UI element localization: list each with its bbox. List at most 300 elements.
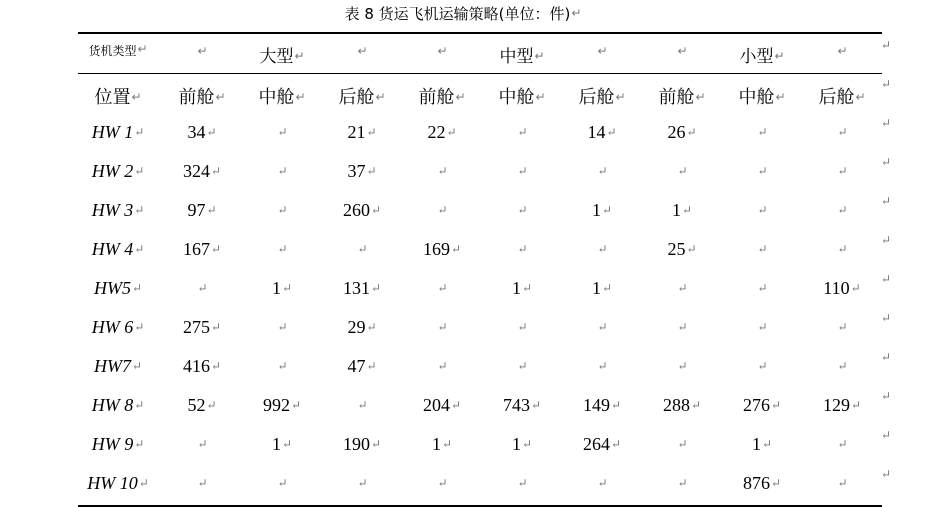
value-cell bbox=[484, 239, 560, 260]
header-position-1 bbox=[244, 83, 320, 109]
paragraph-mark-icon: ↵ bbox=[375, 90, 386, 104]
paragraph-mark-icon: ↵ bbox=[357, 398, 368, 412]
value-cell bbox=[164, 239, 240, 260]
value-cell bbox=[244, 239, 320, 260]
paragraph-mark-icon: ↵ bbox=[571, 6, 582, 20]
paragraph-mark-icon: ↵ bbox=[677, 476, 688, 490]
paragraph-mark-icon: ↵ bbox=[757, 164, 768, 178]
header-position-6-text: 前舱 bbox=[658, 87, 695, 108]
paragraph-mark-icon: ↵ bbox=[357, 242, 368, 256]
paragraph-mark-icon: ↵ bbox=[677, 164, 688, 178]
value-cell bbox=[244, 395, 320, 416]
row-end-mark-icon: ↵ bbox=[881, 467, 892, 481]
value-cell bbox=[484, 278, 560, 299]
value-cell bbox=[644, 278, 720, 299]
paragraph-mark-icon: ↵ bbox=[134, 164, 145, 178]
header-group-0 bbox=[244, 42, 320, 67]
paragraph-mark-icon: ↵ bbox=[757, 359, 768, 373]
value-cell bbox=[644, 161, 720, 182]
row-label-text: HW 2 bbox=[91, 161, 134, 181]
paragraph-mark-icon: ↵ bbox=[597, 359, 608, 373]
row-label bbox=[80, 395, 156, 416]
paragraph-mark-icon: ↵ bbox=[677, 44, 688, 58]
value-cell bbox=[324, 473, 400, 494]
paragraph-mark-icon: ↵ bbox=[530, 398, 542, 412]
paragraph-mark-icon: ↵ bbox=[281, 437, 293, 451]
paragraph-mark-icon: ↵ bbox=[197, 437, 208, 451]
value-cell bbox=[564, 395, 640, 416]
header-position-2-text: 后舱 bbox=[338, 87, 375, 108]
value-cell-text: 1 bbox=[431, 434, 441, 454]
value-cell bbox=[484, 161, 560, 182]
header-rule bbox=[78, 73, 882, 74]
paragraph-mark-icon: ↵ bbox=[774, 49, 785, 63]
paragraph-mark-icon: ↵ bbox=[437, 281, 448, 295]
row-label bbox=[80, 122, 156, 143]
value-cell bbox=[804, 122, 880, 143]
paragraph-mark-icon: ↵ bbox=[837, 476, 848, 490]
paragraph-mark-icon: ↵ bbox=[197, 44, 208, 58]
row-label-text: HW 8 bbox=[91, 395, 134, 415]
value-cell bbox=[324, 122, 400, 143]
paragraph-mark-icon: ↵ bbox=[597, 44, 608, 58]
value-cell-text: 416 bbox=[182, 356, 210, 376]
value-cell bbox=[564, 200, 640, 221]
value-cell bbox=[244, 356, 320, 377]
paragraph-mark-icon: ↵ bbox=[277, 242, 288, 256]
paragraph-mark-icon: ↵ bbox=[134, 398, 145, 412]
value-cell bbox=[404, 317, 480, 338]
header-position-label-text: 位置 bbox=[94, 87, 131, 108]
value-cell-text: 169 bbox=[422, 239, 450, 259]
paragraph-mark-icon: ↵ bbox=[277, 359, 288, 373]
paragraph-mark-icon: ↵ bbox=[850, 398, 862, 412]
row-label-text: HW 3 bbox=[91, 200, 134, 220]
row-label bbox=[80, 239, 156, 260]
value-cell bbox=[324, 434, 400, 455]
row-label bbox=[80, 200, 156, 221]
paragraph-mark-icon: ↵ bbox=[837, 203, 848, 217]
header-group-0-text: 大型 bbox=[259, 47, 294, 67]
value-cell-text: 1 bbox=[511, 278, 521, 298]
row-end-mark-icon: ↵ bbox=[881, 233, 892, 247]
value-cell bbox=[564, 122, 640, 143]
paragraph-mark-icon: ↵ bbox=[517, 242, 528, 256]
header-position-4 bbox=[484, 83, 560, 109]
value-cell bbox=[724, 434, 800, 455]
paragraph-mark-icon: ↵ bbox=[761, 437, 773, 451]
value-cell bbox=[244, 317, 320, 338]
paragraph-mark-icon: ↵ bbox=[677, 320, 688, 334]
paragraph-mark-icon: ↵ bbox=[134, 125, 145, 139]
value-cell bbox=[724, 317, 800, 338]
row-label-text: HW 1 bbox=[91, 122, 134, 142]
value-cell bbox=[164, 122, 240, 143]
value-cell bbox=[404, 239, 480, 260]
value-cell bbox=[724, 395, 800, 416]
paragraph-mark-icon: ↵ bbox=[450, 242, 462, 256]
paragraph-mark-icon: ↵ bbox=[437, 44, 448, 58]
paragraph-mark-icon: ↵ bbox=[837, 242, 848, 256]
value-cell-text: 1 bbox=[271, 278, 281, 298]
paragraph-mark-icon: ↵ bbox=[677, 281, 688, 295]
value-cell bbox=[484, 434, 560, 455]
paragraph-mark-icon: ↵ bbox=[437, 164, 448, 178]
value-cell bbox=[164, 278, 240, 299]
paragraph-mark-icon: ↵ bbox=[357, 476, 368, 490]
value-cell bbox=[404, 278, 480, 299]
paragraph-mark-icon: ↵ bbox=[517, 359, 528, 373]
value-cell bbox=[324, 239, 400, 260]
value-cell-text: 1 bbox=[511, 434, 521, 454]
header-position-2 bbox=[324, 83, 400, 109]
row-end-mark-icon: ↵ bbox=[881, 77, 892, 91]
row-label bbox=[80, 317, 156, 338]
value-cell-text: 276 bbox=[742, 395, 770, 415]
paragraph-mark-icon: ↵ bbox=[677, 359, 688, 373]
value-cell bbox=[164, 317, 240, 338]
value-cell-text: 21 bbox=[347, 122, 366, 142]
paragraph-mark-icon: ↵ bbox=[534, 49, 545, 63]
value-cell bbox=[804, 200, 880, 221]
value-cell bbox=[564, 434, 640, 455]
paragraph-mark-icon: ↵ bbox=[757, 320, 768, 334]
paragraph-mark-icon: ↵ bbox=[610, 398, 622, 412]
value-cell bbox=[564, 278, 640, 299]
header-empty-cell bbox=[644, 42, 720, 62]
row-label bbox=[80, 161, 156, 182]
paragraph-mark-icon: ↵ bbox=[197, 476, 208, 490]
row-end-mark-icon: ↵ bbox=[881, 155, 892, 169]
paragraph-mark-icon: ↵ bbox=[837, 125, 848, 139]
value-cell-text: 1 bbox=[751, 434, 761, 454]
value-cell bbox=[644, 317, 720, 338]
paragraph-mark-icon: ↵ bbox=[677, 437, 688, 451]
value-cell-text: 288 bbox=[662, 395, 690, 415]
paragraph-mark-icon: ↵ bbox=[517, 203, 528, 217]
value-cell bbox=[164, 356, 240, 377]
paragraph-mark-icon: ↵ bbox=[770, 398, 782, 412]
paragraph-mark-icon: ↵ bbox=[521, 437, 533, 451]
paragraph-mark-icon: ↵ bbox=[615, 90, 626, 104]
paragraph-mark-icon: ↵ bbox=[517, 320, 528, 334]
header-position-label bbox=[80, 83, 156, 109]
value-cell bbox=[404, 395, 480, 416]
value-cell-text: 324 bbox=[182, 161, 210, 181]
value-cell bbox=[164, 395, 240, 416]
value-cell bbox=[484, 473, 560, 494]
value-cell-text: 29 bbox=[347, 317, 366, 337]
value-cell bbox=[804, 239, 880, 260]
value-cell bbox=[244, 161, 320, 182]
value-cell-text: 131 bbox=[342, 278, 370, 298]
value-cell-text: 149 bbox=[582, 395, 610, 415]
value-cell-text: 129 bbox=[822, 395, 850, 415]
paragraph-mark-icon: ↵ bbox=[134, 203, 145, 217]
paragraph-mark-icon: ↵ bbox=[134, 437, 145, 451]
value-cell bbox=[404, 122, 480, 143]
value-cell bbox=[644, 434, 720, 455]
row-label-text: HW 10 bbox=[87, 473, 138, 493]
paragraph-mark-icon: ↵ bbox=[837, 359, 848, 373]
value-cell bbox=[724, 200, 800, 221]
row-end-mark-icon: ↵ bbox=[881, 194, 892, 208]
paragraph-mark-icon: ↵ bbox=[837, 320, 848, 334]
value-cell bbox=[724, 473, 800, 494]
header-position-8-text: 后舱 bbox=[818, 87, 855, 108]
value-cell-text: 1 bbox=[271, 434, 281, 454]
paragraph-mark-icon: ↵ bbox=[277, 320, 288, 334]
value-cell bbox=[244, 278, 320, 299]
paragraph-mark-icon: ↵ bbox=[131, 359, 143, 373]
paragraph-mark-icon: ↵ bbox=[137, 42, 148, 56]
row-end-mark-icon: ↵ bbox=[881, 428, 892, 442]
value-cell bbox=[244, 122, 320, 143]
paragraph-mark-icon: ↵ bbox=[210, 320, 222, 334]
value-cell bbox=[164, 200, 240, 221]
row-end-mark-icon: ↵ bbox=[881, 116, 892, 130]
value-cell bbox=[644, 356, 720, 377]
paragraph-mark-icon: ↵ bbox=[686, 242, 697, 256]
paragraph-mark-icon: ↵ bbox=[294, 49, 305, 63]
value-cell bbox=[564, 239, 640, 260]
header-position-7-text: 中舱 bbox=[738, 87, 775, 108]
value-cell-text: 204 bbox=[422, 395, 450, 415]
paragraph-mark-icon: ↵ bbox=[206, 125, 217, 139]
paragraph-mark-icon: ↵ bbox=[437, 359, 448, 373]
value-cell-text: 22 bbox=[427, 122, 446, 142]
paragraph-mark-icon: ↵ bbox=[517, 164, 528, 178]
paragraph-mark-icon: ↵ bbox=[281, 281, 293, 295]
value-cell bbox=[244, 200, 320, 221]
value-cell-text: 26 bbox=[667, 122, 686, 142]
row-label bbox=[80, 473, 156, 494]
value-cell bbox=[324, 317, 400, 338]
value-cell bbox=[724, 356, 800, 377]
value-cell bbox=[164, 434, 240, 455]
paragraph-mark-icon: ↵ bbox=[837, 44, 848, 58]
paragraph-mark-icon: ↵ bbox=[437, 320, 448, 334]
paragraph-mark-icon: ↵ bbox=[277, 164, 288, 178]
paragraph-mark-icon: ↵ bbox=[757, 125, 768, 139]
value-cell-text: 1 bbox=[591, 278, 601, 298]
paragraph-mark-icon: ↵ bbox=[606, 125, 617, 139]
paragraph-mark-icon: ↵ bbox=[441, 437, 453, 451]
value-cell bbox=[724, 161, 800, 182]
paragraph-mark-icon: ↵ bbox=[455, 90, 466, 104]
paragraph-mark-icon: ↵ bbox=[131, 90, 142, 104]
paragraph-mark-icon: ↵ bbox=[601, 203, 613, 217]
header-group-2-text: 小型 bbox=[739, 47, 774, 67]
value-cell bbox=[324, 278, 400, 299]
paragraph-mark-icon: ↵ bbox=[197, 281, 208, 295]
paragraph-mark-icon: ↵ bbox=[517, 476, 528, 490]
value-cell bbox=[804, 356, 880, 377]
paragraph-mark-icon: ↵ bbox=[290, 398, 302, 412]
value-cell bbox=[804, 434, 880, 455]
value-cell-text: 167 bbox=[182, 239, 210, 259]
value-cell bbox=[804, 395, 880, 416]
paragraph-mark-icon: ↵ bbox=[597, 164, 608, 178]
value-cell bbox=[804, 317, 880, 338]
value-cell-text: 97 bbox=[187, 200, 206, 220]
paragraph-mark-icon: ↵ bbox=[210, 164, 222, 178]
value-cell-text: 14 bbox=[587, 122, 606, 142]
paragraph-mark-icon: ↵ bbox=[437, 203, 448, 217]
value-cell-text: 275 bbox=[182, 317, 210, 337]
header-empty-cell bbox=[324, 42, 400, 62]
value-cell bbox=[564, 161, 640, 182]
row-label bbox=[80, 356, 156, 377]
paragraph-mark-icon: ↵ bbox=[610, 437, 622, 451]
paragraph-mark-icon: ↵ bbox=[206, 203, 217, 217]
header-empty-cell bbox=[564, 42, 640, 62]
paragraph-mark-icon: ↵ bbox=[370, 437, 382, 451]
paragraph-mark-icon: ↵ bbox=[686, 125, 697, 139]
header-group-1-text: 中型 bbox=[499, 47, 534, 67]
paragraph-mark-icon: ↵ bbox=[357, 44, 368, 58]
paragraph-mark-icon: ↵ bbox=[757, 203, 768, 217]
paragraph-mark-icon: ↵ bbox=[757, 281, 768, 295]
value-cell bbox=[644, 200, 720, 221]
value-cell bbox=[324, 200, 400, 221]
header-position-4-text: 中舱 bbox=[498, 87, 535, 108]
value-cell bbox=[724, 122, 800, 143]
row-end-mark-icon: ↵ bbox=[881, 389, 892, 403]
paragraph-mark-icon: ↵ bbox=[295, 90, 306, 104]
header-position-7 bbox=[724, 83, 800, 109]
value-cell-text: 743 bbox=[502, 395, 530, 415]
paragraph-mark-icon: ↵ bbox=[855, 90, 866, 104]
value-cell bbox=[244, 434, 320, 455]
paragraph-mark-icon: ↵ bbox=[277, 476, 288, 490]
paragraph-mark-icon: ↵ bbox=[757, 242, 768, 256]
paragraph-mark-icon: ↵ bbox=[597, 242, 608, 256]
paragraph-mark-icon: ↵ bbox=[138, 476, 149, 490]
value-cell bbox=[644, 395, 720, 416]
value-cell-text: 25 bbox=[667, 239, 686, 259]
value-cell bbox=[484, 317, 560, 338]
paragraph-mark-icon: ↵ bbox=[366, 125, 377, 139]
paragraph-mark-icon: ↵ bbox=[215, 90, 226, 104]
value-cell-text: 992 bbox=[262, 395, 290, 415]
header-position-1-text: 中舱 bbox=[258, 87, 295, 108]
value-cell bbox=[244, 473, 320, 494]
paragraph-mark-icon: ↵ bbox=[850, 281, 861, 295]
value-cell-text: 34 bbox=[187, 122, 206, 142]
value-cell bbox=[644, 122, 720, 143]
paragraph-mark-icon: ↵ bbox=[277, 125, 288, 139]
paragraph-mark-icon: ↵ bbox=[521, 281, 533, 295]
table-caption bbox=[0, 3, 926, 25]
header-position-6 bbox=[644, 83, 720, 109]
value-cell-text: 1 bbox=[671, 200, 681, 220]
paragraph-mark-icon: ↵ bbox=[131, 281, 143, 295]
row-label-text: HW 9 bbox=[91, 434, 134, 454]
row-end-mark-icon: ↵ bbox=[881, 38, 892, 52]
paragraph-mark-icon: ↵ bbox=[446, 125, 457, 139]
header-position-5-text: 后舱 bbox=[578, 87, 615, 108]
header-group-2 bbox=[724, 42, 800, 67]
paragraph-mark-icon: ↵ bbox=[597, 476, 608, 490]
value-cell bbox=[324, 356, 400, 377]
row-label-text: HW 6 bbox=[91, 317, 134, 337]
value-cell bbox=[324, 395, 400, 416]
value-cell bbox=[404, 161, 480, 182]
value-cell bbox=[644, 473, 720, 494]
value-cell bbox=[324, 161, 400, 182]
value-cell bbox=[484, 395, 560, 416]
paragraph-mark-icon: ↵ bbox=[206, 398, 217, 412]
paragraph-mark-icon: ↵ bbox=[601, 281, 613, 295]
paragraph-mark-icon: ↵ bbox=[277, 203, 288, 217]
paragraph-mark-icon: ↵ bbox=[837, 437, 848, 451]
value-cell-text: 264 bbox=[582, 434, 610, 454]
value-cell bbox=[404, 200, 480, 221]
value-cell-text: 47 bbox=[347, 356, 366, 376]
value-cell bbox=[564, 356, 640, 377]
top-rule bbox=[78, 32, 882, 34]
paragraph-mark-icon: ↵ bbox=[134, 320, 145, 334]
paragraph-mark-icon: ↵ bbox=[370, 203, 382, 217]
paragraph-mark-icon: ↵ bbox=[370, 281, 382, 295]
paragraph-mark-icon: ↵ bbox=[837, 164, 848, 178]
value-cell bbox=[804, 473, 880, 494]
paragraph-mark-icon: ↵ bbox=[366, 359, 377, 373]
paragraph-mark-icon: ↵ bbox=[597, 320, 608, 334]
header-position-3 bbox=[404, 83, 480, 109]
paragraph-mark-icon: ↵ bbox=[437, 476, 448, 490]
paragraph-mark-icon: ↵ bbox=[450, 398, 462, 412]
value-cell bbox=[404, 473, 480, 494]
value-cell-text: 52 bbox=[187, 395, 206, 415]
value-cell bbox=[404, 434, 480, 455]
paragraph-mark-icon: ↵ bbox=[690, 398, 702, 412]
value-cell bbox=[644, 239, 720, 260]
paragraph-mark-icon: ↵ bbox=[134, 242, 145, 256]
header-position-0-text: 前舱 bbox=[178, 87, 215, 108]
paragraph-mark-icon: ↵ bbox=[366, 164, 377, 178]
header-position-3-text: 前舱 bbox=[418, 87, 455, 108]
header-empty-cell bbox=[804, 42, 880, 62]
value-cell-text: 110 bbox=[823, 278, 850, 298]
header-position-0 bbox=[164, 83, 240, 109]
header-type-label-text: 货机类型 bbox=[88, 44, 137, 58]
header-position-8 bbox=[804, 83, 880, 109]
value-cell-text: 876 bbox=[742, 473, 770, 493]
row-label-text: HW7 bbox=[93, 356, 131, 376]
row-label bbox=[80, 278, 156, 299]
paragraph-mark-icon: ↵ bbox=[695, 90, 706, 104]
row-label bbox=[80, 434, 156, 455]
header-empty-cell bbox=[164, 42, 240, 62]
paragraph-mark-icon: ↵ bbox=[517, 125, 528, 139]
value-cell bbox=[564, 317, 640, 338]
value-cell-text: 1 bbox=[591, 200, 601, 220]
value-cell bbox=[484, 122, 560, 143]
value-cell bbox=[724, 239, 800, 260]
row-end-mark-icon: ↵ bbox=[881, 311, 892, 325]
paragraph-mark-icon: ↵ bbox=[770, 476, 782, 490]
caption-text: 表 8 货运飞机运输策略(单位：件) bbox=[344, 5, 571, 23]
value-cell-text: 260 bbox=[342, 200, 370, 220]
paragraph-mark-icon: ↵ bbox=[775, 90, 786, 104]
row-label-text: HW 4 bbox=[91, 239, 134, 259]
paragraph-mark-icon: ↵ bbox=[366, 320, 377, 334]
value-cell bbox=[484, 356, 560, 377]
header-group-1 bbox=[484, 42, 560, 67]
value-cell bbox=[164, 161, 240, 182]
